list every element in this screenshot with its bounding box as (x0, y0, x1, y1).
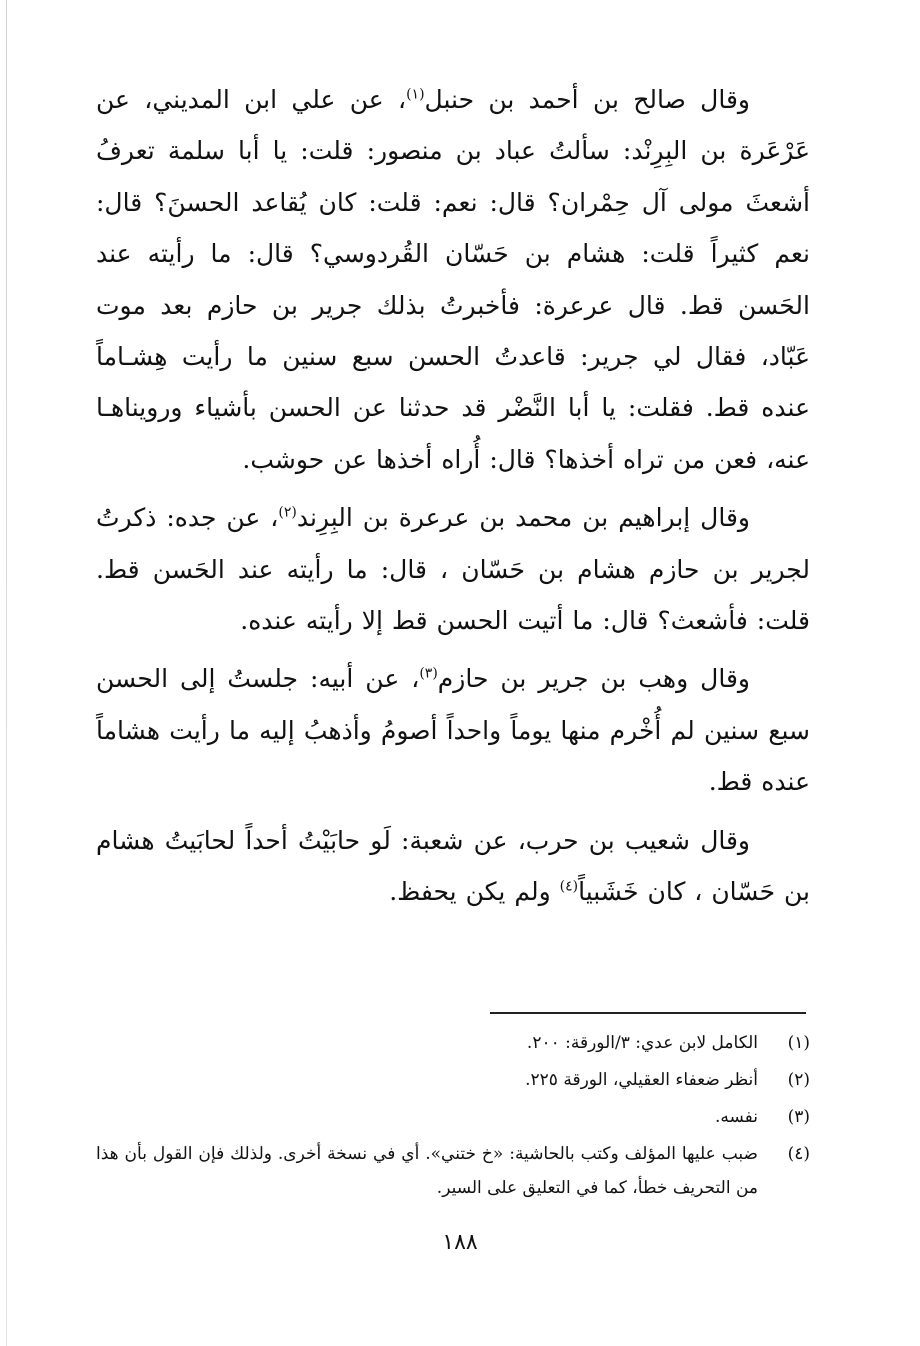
footnote-2-text: أنظر ضعفاء العقيلي، الورقة ٢٢٥. (525, 1070, 758, 1090)
paragraph-4-rest: ولم يكن يحفظ. (389, 877, 560, 907)
footnote-ref-1: (١) (406, 86, 425, 103)
footnote-3-text: نفسه. (714, 1107, 758, 1127)
footnote-ref-3: (٣) (419, 666, 438, 683)
paragraph-1-rest: ، عن علي ابن المديني، عن عَرْعَرة بن البِرِنْد: سألتُ عباد بن منصور: قلت: يا أبا سلمة تعرفُ أشعثَ مولى آل حِمْران؟ قال: نعم: قلت: كان يُقاعد الحسنَ؟ قال: نعم كثيراً قلت: هشام بن حَسّان القُردوسي؟ قال: ما رأيته عند الحَسن قط. قال عرعرة: فأخبرتُ بذلك جرير بن حازم بعد موت عَبّاد، فقال لي جرير: قاعدتُ الحسن سبع سنين ما رأيت هِشـاماً عنده قط. فقلت: يا أبا النَّضْر قد حدثنا عن الحسن بأشياء ورويناهـا عنه، فعن من تراه أخذها؟ قال: أُراه أخذها عن حوشب. (96, 85, 810, 474)
main-text (96, 74, 810, 925)
footnote-4-number: (٤) (787, 1144, 810, 1164)
paragraph-4-start: وقال شعيب بن حرب، عن شعبة: لَو حابَيْتُ أحداً لحابَيتُ هشام بن حَسّان ، كان خَشَبياً (96, 825, 810, 907)
footnote-4 (96, 1137, 810, 1205)
footnote-ref-4: (٤) (559, 878, 579, 895)
footnote-1-number: (١) (787, 1033, 810, 1053)
paragraph-1-start: وقال صالح بن أحمد بن حنبل (424, 85, 750, 114)
paragraph-4 (96, 815, 810, 918)
paragraph-2-rest: ، عن جده: ذكرتُ لجرير بن حازم هشام بن حَسّان ، قال: ما رأيته عند الحَسن قط. قلت: فأشعث؟ قال: ما أتيت الحسن قط إلا رأيته عنده. (96, 503, 810, 636)
footnote-1-text: الكامل لابن عدي: ٣/الورقة: ٢٠٠. (526, 1033, 758, 1053)
paragraph-2-start: وقال إبراهيم بن محمد بن عرعرة بن البِرِند (296, 503, 750, 533)
footnotes (96, 1026, 810, 1208)
scan-edge-line (6, 0, 7, 1346)
paragraph-3-rest: ، عن أبيه: جلستُ إلى الحسن سبع سنين لم أُخْرم منها يوماً واحداً أصومُ وأذهبُ إليه ما رأيت هشاماً عنده قط. (96, 664, 810, 797)
paragraph-3 (96, 653, 810, 807)
footnote-2 (96, 1063, 810, 1097)
footnote-3 (96, 1100, 810, 1134)
page-number: ١٨٨ (442, 1230, 478, 1255)
footnote-4-text: ضبب عليها المؤلف وكتب بالحاشية: «خ ختني». أي في نسخة أخرى. ولذلك فإن القول بأن هذا من التحريف خطأ، كما في التعليق على السير. (96, 1144, 758, 1198)
footnote-2-number: (٢) (787, 1070, 810, 1090)
footnote-1 (96, 1026, 810, 1060)
paragraph-1 (96, 74, 810, 485)
paragraph-2 (96, 492, 810, 646)
paragraph-3-start: وقال وهب بن جرير بن حازم (437, 664, 750, 694)
footnote-3-number: (٣) (787, 1107, 810, 1127)
footnote-separator (490, 1012, 806, 1014)
footnote-ref-2: (٢) (278, 504, 297, 521)
